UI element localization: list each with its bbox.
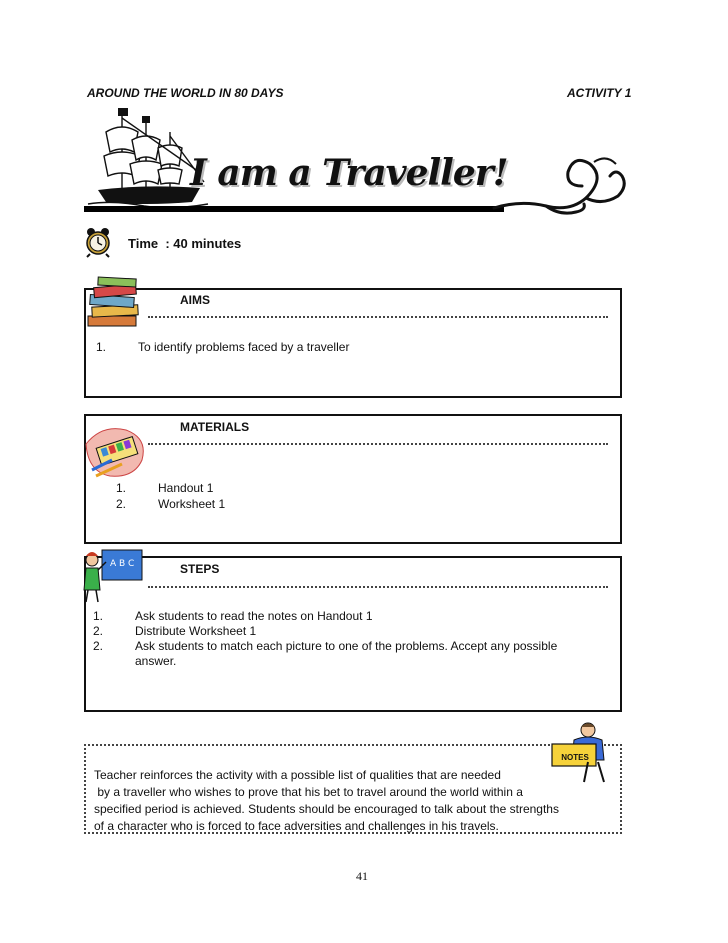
materials-heading: MATERIALS: [180, 420, 250, 434]
steps-item: [93, 609, 373, 624]
books-stack-icon: [84, 276, 146, 330]
steps-item-text: Ask students to match each picture to one of the problems. Accept any possible: [135, 639, 558, 653]
materials-item: [116, 481, 213, 496]
steps-item-number: 1.: [93, 609, 104, 623]
svg-text:A B C: A B C: [110, 559, 135, 569]
aims-item-number: 1.: [96, 340, 107, 354]
aims-item-text: To identify problems faced by a traveller: [138, 340, 350, 354]
notes-line: by a traveller who wishes to prove that his bet to travel around the world within a: [94, 785, 523, 799]
activity-title: I am a Traveller!: [190, 152, 508, 194]
materials-item-text: Handout 1: [158, 481, 214, 495]
time-label: Time: [128, 236, 159, 251]
notes-line: Teacher reinforces the activity with a possible list of qualities that are needed: [94, 768, 501, 782]
art-materials-icon: [82, 420, 150, 482]
activity-label: ACTIVITY 1: [567, 86, 632, 100]
notes-line: specified period is achieved. Students should be encouraged to talk about the strengths: [94, 802, 559, 816]
notes-line: of a character who is forced to face adversities and challenges in his travels.: [94, 819, 499, 833]
flourish-ornament: [490, 150, 630, 222]
aims-divider: [148, 316, 608, 318]
materials-box: [84, 414, 622, 544]
alarm-clock-icon: [84, 226, 112, 258]
steps-item-text: answer.: [135, 654, 177, 668]
aims-heading: AIMS: [180, 293, 210, 307]
document-series-title: AROUND THE WORLD IN 80 DAYS: [87, 86, 284, 100]
steps-heading: STEPS: [180, 562, 220, 576]
teacher-blackboard-icon: [80, 546, 146, 604]
steps-item: [93, 654, 176, 669]
steps-item: [93, 639, 557, 654]
aims-item: [96, 340, 349, 355]
title-underline: [84, 206, 504, 212]
notes-badge: NOTES: [561, 753, 589, 762]
materials-item-number: 1.: [116, 481, 127, 495]
steps-item: [93, 624, 256, 639]
materials-divider: [148, 443, 608, 445]
materials-item-text: Worksheet 1: [158, 497, 226, 511]
steps-item-number: 2.: [93, 624, 104, 638]
notes-text: [94, 767, 614, 835]
time-value: : 40 minutes: [165, 236, 242, 251]
steps-item-text: Ask students to read the notes on Handout 1: [135, 609, 373, 623]
materials-item-number: 2.: [116, 497, 127, 511]
page-number: 41: [356, 869, 368, 883]
materials-item: [116, 497, 225, 512]
time-allocation: [128, 236, 241, 251]
steps-divider: [148, 586, 608, 588]
steps-item-text: Distribute Worksheet 1: [135, 624, 257, 638]
steps-item-number: 2.: [93, 639, 104, 653]
